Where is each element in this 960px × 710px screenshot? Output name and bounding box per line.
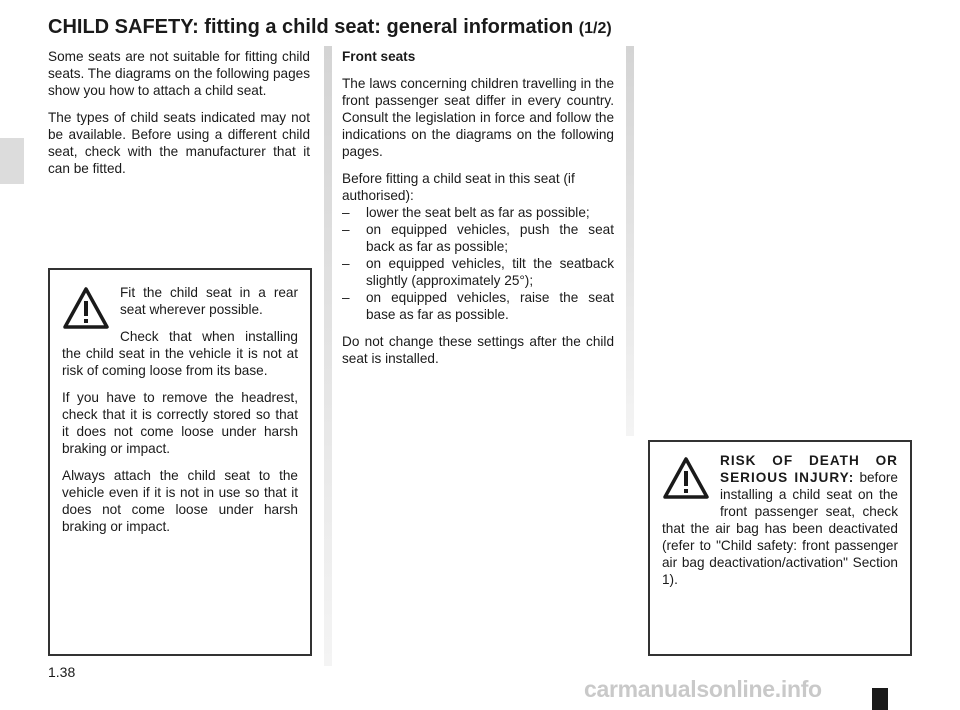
- warning-paragraph: Fit the child seat in a rear seat wherever possible.: [120, 285, 298, 317]
- page-title: [48, 16, 612, 39]
- before-fitting-paragraph: Before fitting a child seat in this seat (if authorised):: [342, 171, 575, 203]
- warning-box-airbag: [648, 440, 912, 656]
- closing-paragraph: Do not change these settings after the child seat is installed.: [342, 334, 614, 366]
- list-item: – lower the seat belt as far as possible;: [342, 204, 614, 221]
- list-item: – on equipped vehicles, raise the seat base as far as possible.: [342, 289, 614, 323]
- airbag-warning-text: before installing a child seat on the front passenger seat, check that the air bag has been deactivated (refer to "Child safety: front passenger air bag deactivation/activation" Section 1).: [662, 470, 898, 587]
- warning-triangle-icon: [662, 456, 710, 500]
- site-watermark: carmanualsonline.info: [584, 676, 822, 702]
- right-column: [342, 48, 614, 377]
- warning-paragraph: If you have to remove the headrest, check that it is correctly stored so that it does not come loose under harsh braking or impact.: [62, 390, 298, 456]
- intro-paragraph: Some seats are not suitable for fitting child seats. The diagrams on the following pages show you how to attach a child seat.: [48, 49, 310, 98]
- seat-adjustment-list: [342, 204, 614, 323]
- availability-paragraph: The types of child seats indicated may not be available. Before using a different child seat, check with the manufacturer that it can be fitted.: [48, 110, 310, 176]
- warning-box-rear-seat: [48, 268, 312, 656]
- column-divider-left: [324, 46, 332, 666]
- front-seats-heading: Front seats: [342, 49, 416, 64]
- list-item: – on equipped vehicles, tilt the seatback slightly (approximately 25°);: [342, 255, 614, 289]
- warning-triangle-icon: [62, 286, 110, 330]
- warning-paragraph: Check that when installing the child seat in the vehicle it is not at risk of coming loose from its base.: [62, 329, 298, 378]
- page-number: 1.38: [48, 664, 76, 680]
- page-title-text: CHILD SAFETY: fitting a child seat: general information: [48, 16, 574, 38]
- warning-paragraph: Always attach the child seat to the vehicle even if it is not in use so that it does not come loose under harsh braking or impact.: [62, 468, 298, 534]
- column-divider-right: [626, 46, 634, 436]
- page-corner-marker: [872, 688, 888, 710]
- risk-emphasis: RISK OF DEATH OR SERIOUS INJURY:: [720, 453, 898, 485]
- section-tab: [0, 138, 24, 184]
- page-part-indicator: (1/2): [578, 20, 612, 37]
- list-item: – on equipped vehicles, push the seat back as far as possible;: [342, 221, 614, 255]
- laws-paragraph: The laws concerning children travelling in the front passenger seat differ in every country. Consult the legislation in force and follow the indications on the diagrams on the following pages.: [342, 76, 614, 159]
- left-column: [48, 48, 310, 187]
